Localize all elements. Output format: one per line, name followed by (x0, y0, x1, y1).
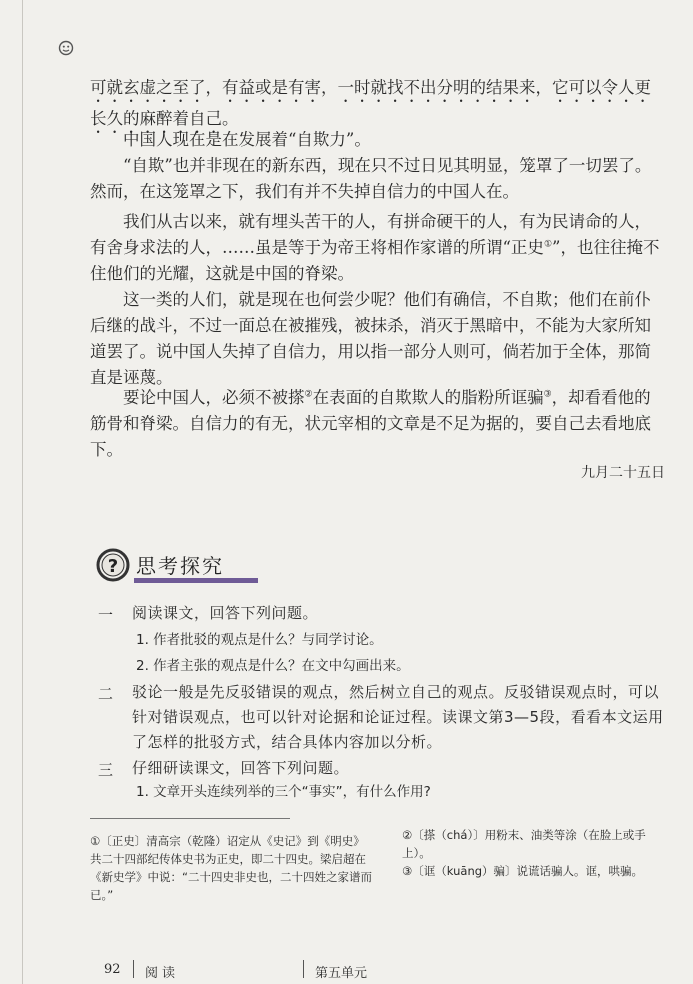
question-2-number: 二 (98, 685, 114, 703)
question-3-number: 三 (98, 761, 114, 779)
question-1-sub-1: 1. 作者批驳的观点是什么？与同学讨论。 (136, 632, 383, 648)
page-number: 92 (104, 962, 121, 977)
paragraph-4-text-a: 我们从古以来，就有埋头苦干的人，有拼命硬干的人，有为民请命的人，有舍身求法的人，……虽是等于为帝王将相作家谱的所谓“正史 (90, 212, 651, 257)
page-margin-line (22, 0, 23, 984)
footer-separator-left (133, 960, 134, 978)
question-mark-icon (96, 548, 130, 582)
footer-separator-right (303, 960, 304, 978)
paragraph-3: “自欺”也并非现在的新东西，现在只不过日见其明显，笼罩了一切罢了。然而，在这笼罩之下，我们有并不失掉自信力的中国人在。 (90, 156, 652, 201)
paragraph-5: 这一类的人们，就是现在也何尝少呢？他们有确信，不自欺；他们在前仆后继的战斗，不过一面总在被摧残，被抹杀，消灭于黑暗中，不能为大家所知道罢了。说中国人失掉了自信力，用以指一部分人则可，倘若加于全体，那简直是诬蔑。 (90, 290, 651, 387)
paragraph-6-text-a: 要论中国人，必须不被搽 (123, 388, 305, 407)
section-title: 思考探究 (136, 554, 224, 578)
footer-unit: 第五单元 (315, 966, 368, 981)
footnote-ref-3: ③ (543, 389, 552, 400)
paragraph-6-text-b: 在表面的自欺欺人的脂粉所诓骗 (312, 388, 544, 407)
footer-label: 阅读 (145, 966, 180, 981)
smiley-icon (58, 40, 74, 56)
paragraph-4-text-b: ”，也往往掩不住他们的光耀，这就是中国的脊梁。 (90, 238, 660, 283)
footnote-2: ②〔搽（chá）〕用粉末、油类等涂（在脸上或手上）。 (402, 828, 646, 860)
question-1-number: 一 (98, 606, 114, 624)
question-2-text: 驳论一般是先反驳错误的观点，然后树立自己的观点。反驳错误观点时，可以针对错误观点，也可以针对论据和论证过程。读课文第3—5段，看看本文运用了怎样的批驳方式，结合具体内容加以分析。 (132, 683, 664, 751)
footnote-ref-2: ② (304, 389, 313, 400)
article-date: 九月二十五日 (581, 465, 665, 481)
paragraph-2: 中国人现在是在发展着“自欺力”。 (123, 130, 371, 149)
footnote-3: ③〔诓（kuāng）骗〕说谎话骗人。诓，哄骗。 (402, 864, 644, 878)
svg-text:?: ? (107, 556, 119, 577)
paragraph-4 (90, 209, 662, 287)
question-1-text: 阅读课文，回答下列问题。 (132, 604, 319, 622)
question-1-sub-2: 2. 作者主张的观点是什么？在文中勾画出来。 (136, 658, 410, 674)
paragraph-1: 可就玄虚之至了，有益或是有害，一时就找不出分明的结果来，它可以令人更长久的麻醉着自己。 (90, 78, 651, 128)
footnote-ref-1: ① (543, 239, 553, 250)
question-3-sub-1: 1. 文章开头连续列举的三个“事实”，有什么作用? (136, 784, 431, 800)
footnote-divider (90, 818, 290, 819)
section-title-underline (134, 578, 258, 583)
paragraph-6 (90, 385, 662, 463)
footnote-1: ①〔正史〕清高宗（乾隆）诏定从《史记》到《明史》共二十四部纪传体史书为正史，即二十四史。梁启超在《新史学》中说：“二十四史非史也，二十四姓之家谱而已。” (90, 834, 372, 902)
paragraph-6-text-c: ，却看看他的筋骨和脊梁。自信力的有无，状元宰相的文章是不足为据的，要自己去看地底下。 (90, 388, 651, 459)
question-3-text: 仔细研读课文，回答下列问题。 (132, 759, 350, 777)
